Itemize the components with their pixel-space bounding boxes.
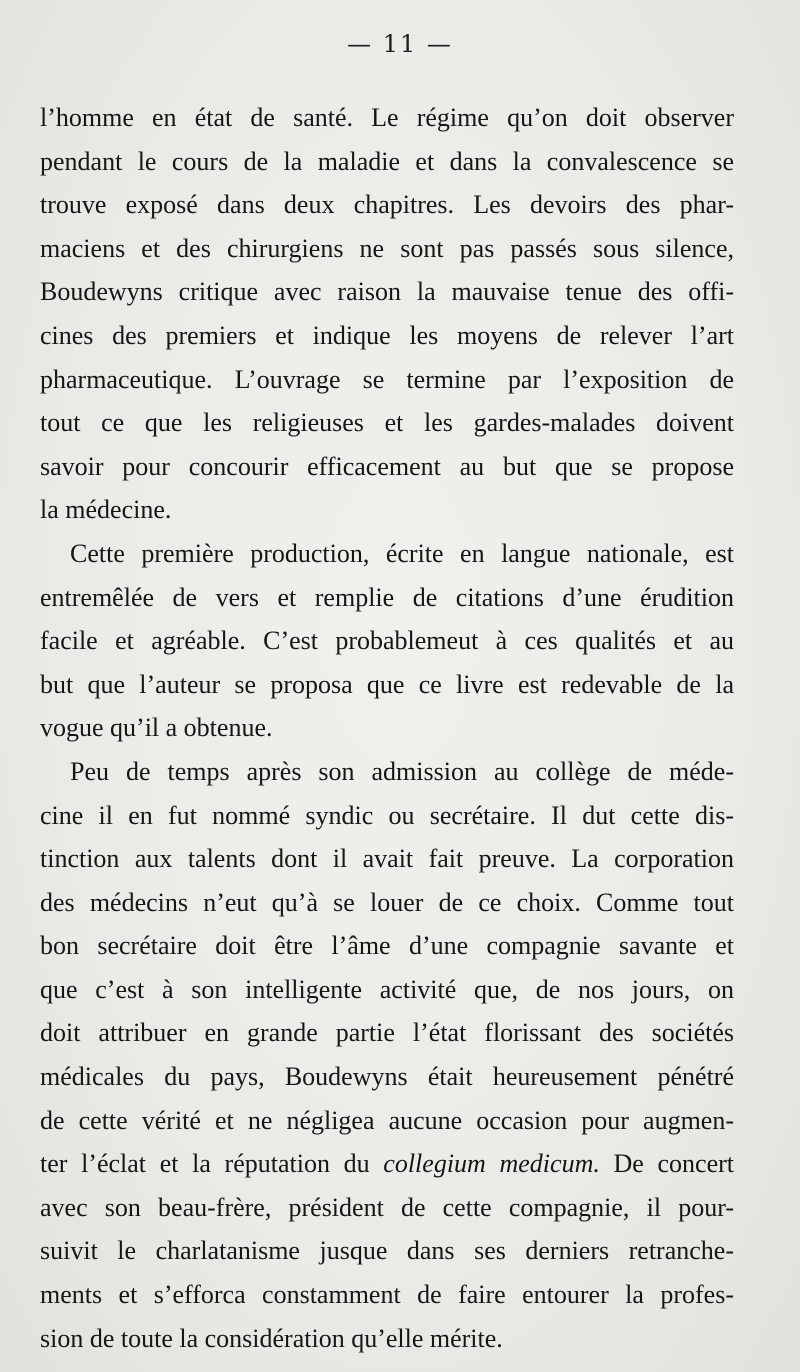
text-line: suivit le charlatanisme jusque dans ses derniers retranche- (40, 1236, 734, 1266)
text-line: tout ce que les religieuses et les gardes-malades doivent (40, 408, 734, 438)
text-segment: De concert (599, 1149, 735, 1179)
text-line: cine il en fut nommé syndic ou secrétaire. Il dut cette dis- (40, 800, 734, 830)
text-line: pharmaceutique. L’ouvrage se termine par l’exposition de (40, 364, 734, 394)
text-line: maciens et des chirurgiens ne sont pas passés sous silence, (40, 233, 734, 263)
text-line: cines des premiers et indique les moyens de relever l’art (40, 320, 734, 350)
text-line: but que l’auteur se proposa que ce livre est redevable de la (40, 669, 734, 699)
text-line: Boudewyns critique avec raison la mauvaise tenue des offi- (40, 277, 734, 307)
text-line: vogue qu’il a obtenue. (40, 713, 273, 743)
text-line: pendant le cours de la maladie et dans la convalescence se (40, 146, 734, 176)
text-line: trouve exposé dans deux chapitres. Les devoirs des phar- (40, 190, 734, 220)
text-line: tinction aux talents dont il avait fait preuve. La corporation (40, 844, 734, 874)
text-line: facile et agréable. C’est probablemeut à ces qualités et au (40, 626, 734, 656)
text-line: médicales du pays, Boudewyns était heureusement pénétré (40, 1062, 734, 1092)
body-text (40, 96, 734, 1360)
text-line: l’homme en état de santé. Le régime qu’on doit observer (40, 103, 734, 132)
text-line: bon secrétaire doit être l’âme d’une compagnie savante et (40, 931, 734, 961)
text-line: entremêlée de vers et remplie de citations d’une érudition (40, 582, 734, 612)
text-line: des médecins n’eut qu’à se louer de ce choix. Comme tout (40, 887, 734, 917)
text-line: avec son beau-frère, président de cette compagnie, il pour- (40, 1192, 734, 1222)
page-number: — 11 — (347, 30, 453, 58)
text-line: Cette première production, écrite en langue nationale, est (70, 538, 734, 568)
text-line: ments et s’efforca constamment de faire entourer la profes- (40, 1280, 734, 1310)
text-line: que c’est à son intelligente activité que, de nos jours, on (40, 974, 734, 1004)
text-line: de cette vérité et ne négligea aucune occasion pour augmen- (40, 1105, 734, 1135)
text-line: la médecine. (40, 495, 172, 525)
text-line: Peu de temps après son admission au collège de méde- (70, 756, 734, 786)
text-line: savoir pour concourir efficacement au but que se propose (40, 451, 734, 481)
text-line: doit attribuer en grande partie l’état florissant des sociétés (40, 1018, 734, 1048)
italic-term: collegium medicum. (383, 1149, 600, 1179)
text-line-with-italic (40, 1142, 734, 1186)
text-line: sion de toute la considération qu’elle mérite. (40, 1323, 503, 1353)
text-segment: ter l’éclat et la réputation du (40, 1149, 384, 1179)
